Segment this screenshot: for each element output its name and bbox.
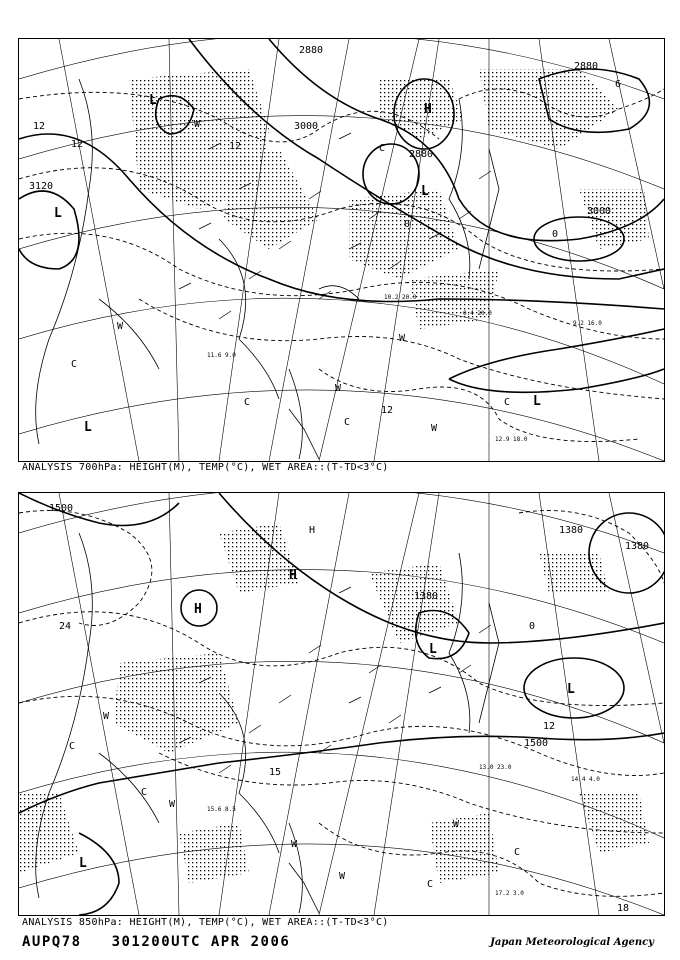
high-mark: H [309, 525, 316, 536]
warm-mark: W [291, 839, 298, 850]
chart-datetime: 301200UTC APR 2006 [111, 934, 291, 950]
chart-code: AUPQ78 [22, 934, 82, 950]
cold-mark: C [379, 143, 386, 154]
cold-mark: C [71, 359, 78, 370]
height-label: 1500 [49, 503, 74, 514]
pressure-center: L [421, 184, 429, 199]
pressure-center: H [424, 102, 432, 117]
temp-label: 12 [381, 405, 394, 416]
height-label: 3000 [587, 206, 612, 217]
temp-label: 12 [543, 721, 556, 732]
temp-label: 15 [269, 767, 282, 778]
station-value: 11.6 9.0 [207, 352, 236, 359]
cold-mark: C [504, 397, 511, 408]
chart-footer [22, 934, 290, 950]
temp-label: 0 [552, 229, 559, 240]
station-value: 9.2 16.0 [573, 320, 602, 327]
station-value: 15.6 8.5 [207, 806, 236, 813]
station-value: 17.2 3.0 [495, 890, 524, 897]
station-value: 0.4 20.0 [463, 310, 492, 317]
temp-label: 12 [33, 121, 46, 132]
height-label: 1500 [524, 738, 549, 749]
temp-label: 0 [529, 621, 536, 632]
pressure-center: L [533, 394, 541, 409]
height-label: 1380 [559, 525, 584, 536]
height-label: 2880 [409, 149, 434, 160]
agency-name: Japan Meteorological Agency [490, 937, 654, 948]
temp-label: 12 [71, 139, 84, 150]
warm-mark: W [399, 333, 406, 344]
wet-areas [129, 69, 649, 329]
pressure-center: H [194, 602, 202, 617]
temp-label: 24 [59, 621, 72, 632]
height-label: 2880 [574, 61, 599, 72]
pressure-center: L [149, 93, 157, 108]
warm-mark: W [339, 871, 346, 882]
map-850hpa [19, 493, 664, 915]
caption-700hpa: ANALYSIS 700hPa: HEIGHT(M), TEMP(°C), WET AREA::(T-TD<3°C) [22, 462, 389, 473]
height-label: 1380 [414, 591, 439, 602]
warm-mark: W [453, 819, 460, 830]
pressure-center: H [289, 568, 297, 583]
temp-label: 12 [229, 141, 242, 152]
station-value: 14.4 4.0 [571, 776, 600, 783]
warm-mark: W [117, 321, 124, 332]
cold-mark: C [427, 879, 434, 890]
pressure-center: L [429, 642, 437, 657]
pressure-center: L [567, 682, 575, 697]
height-label: 2880 [299, 45, 324, 56]
cold-mark: C [69, 741, 76, 752]
warm-mark: W [194, 119, 201, 130]
warm-mark: W [103, 711, 110, 722]
height-label: 3000 [294, 121, 319, 132]
caption-850hpa: ANALYSIS 850hPa: HEIGHT(M), TEMP(°C), WET AREA::(T-TD<3°C) [22, 917, 389, 928]
height-label: 3120 [29, 181, 54, 192]
warm-mark: W [169, 799, 176, 810]
cold-mark: C [141, 787, 148, 798]
chart-850hpa [18, 492, 665, 916]
station-value: 12.9 18.0 [495, 436, 528, 443]
pressure-center: L [79, 856, 87, 871]
temp-label: 18 [617, 903, 630, 914]
station-value: 10.2 20.0 [384, 294, 417, 301]
cold-mark: C [244, 397, 251, 408]
chart-700hpa [18, 38, 665, 462]
cold-mark: C [344, 417, 351, 428]
cold-mark: C [514, 847, 521, 858]
height-label: 1380 [625, 541, 650, 552]
warm-mark: W [431, 423, 438, 434]
temp-label: 0 [404, 219, 411, 230]
warm-mark: W [335, 383, 342, 394]
station-value: 13.0 23.0 [479, 764, 512, 771]
pressure-center: L [84, 420, 92, 435]
temp-label: 6 [615, 79, 622, 90]
map-700hpa [19, 39, 664, 461]
pressure-center: L [54, 206, 62, 221]
